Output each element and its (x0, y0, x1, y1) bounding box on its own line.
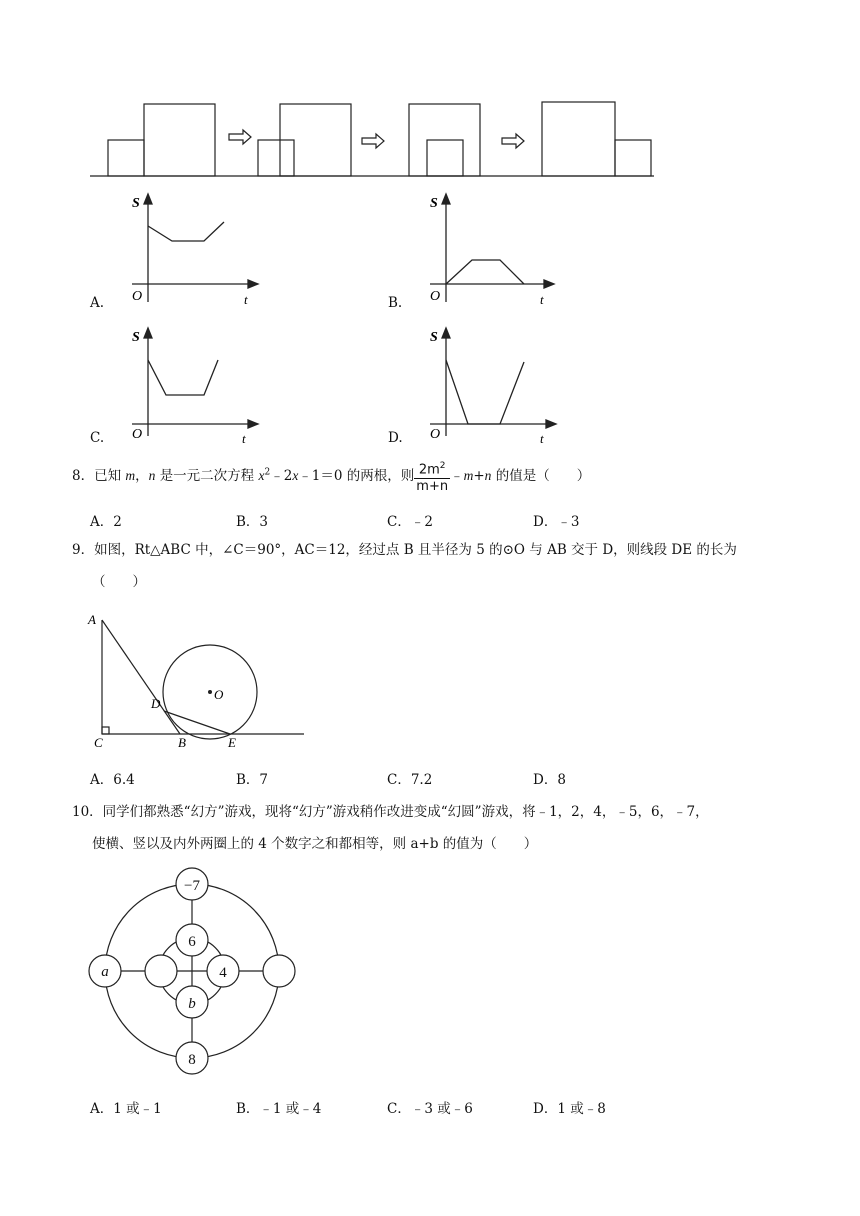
option-b[interactable]: B. (388, 295, 403, 311)
right-arrow-icon (229, 130, 251, 144)
graph-d (410, 322, 560, 444)
t-axis-label: t (540, 431, 544, 444)
value-a: a (101, 964, 109, 980)
value-b: b (188, 996, 196, 1012)
point-b-label: B (178, 735, 186, 750)
circle-inner-left (145, 955, 177, 987)
value-bottom: 8 (188, 1052, 196, 1068)
value-top: −7 (184, 878, 200, 894)
value-inner-right: 4 (219, 965, 227, 981)
point-d-label: D (151, 696, 161, 711)
q8-option-a[interactable]: A．2 (90, 514, 122, 530)
q10-option-c[interactable]: C．﹣3 或﹣6 (387, 1101, 473, 1117)
q9-option-c[interactable]: C．7.2 (387, 772, 433, 788)
center-point (208, 690, 212, 694)
origin-label: O (430, 427, 441, 442)
s-axis-label: S (132, 196, 140, 211)
q8-option-d[interactable]: D．﹣3 (533, 514, 580, 530)
t-axis-label: t (244, 292, 248, 307)
fraction: $\frac{2m^2}{m+n}$ (414, 458, 450, 495)
q9-triangle-circle-figure (84, 608, 314, 750)
graph-c (112, 322, 262, 444)
question-8: 8．已知 m，n 是一元二次方程 $x^2﹣2x﹣1=0$ 的两根，则 $\frac{2m^2}{m+n}$ ﹣m+n 的值是（ ） (72, 458, 590, 495)
q10-option-b[interactable]: B．﹣1 或﹣4 (236, 1101, 322, 1117)
q9-option-a[interactable]: A．6.4 (90, 772, 135, 788)
q8-option-b[interactable]: B．3 (236, 514, 269, 530)
question-9: 9．如图，Rt△ABC 中，∠C＝90°，AC＝12，经过点 B 且半径为 5 的⊙O 与 AB 交于 D，则线段 DE 的长为 (72, 542, 737, 558)
magic-circle-figure (86, 864, 306, 1084)
origin-label: O (430, 289, 441, 304)
right-arrow-icon (362, 134, 384, 148)
question-9-cont: （ ） (92, 574, 146, 590)
point-o-label: O (214, 687, 224, 702)
origin-label: O (132, 427, 143, 442)
q10-option-a[interactable]: A．1 或﹣1 (90, 1101, 162, 1117)
q8-option-c[interactable]: C．﹣2 (387, 514, 433, 530)
large-square (144, 104, 215, 176)
small-square (427, 140, 463, 176)
option-d[interactable]: D. (388, 430, 403, 446)
circle-right (263, 955, 295, 987)
t-axis-label: t (242, 431, 246, 444)
option-c[interactable]: C. (90, 430, 105, 446)
right-arrow-icon (502, 134, 524, 148)
origin-label: O (132, 289, 143, 304)
value-inner-top: 6 (188, 934, 196, 950)
graph-a (112, 188, 262, 310)
q9-option-b[interactable]: B．7 (236, 772, 269, 788)
q10-option-d[interactable]: D．1 或﹣8 (533, 1101, 606, 1117)
q7-motion-figure (88, 98, 658, 180)
s-axis-label: S (132, 330, 140, 345)
s-axis-label: S (430, 196, 438, 211)
small-square (108, 140, 144, 176)
small-square (258, 140, 294, 176)
option-a[interactable]: A. (90, 295, 105, 311)
question-10: 10．同学们都熟悉“幻方”游戏，现将“幻方”游戏稍作改进变成“幻圆”游戏，将﹣1，2，4，﹣5，6，﹣7， (72, 804, 709, 820)
q9-option-d[interactable]: D．8 (533, 772, 566, 788)
point-e-label: E (228, 735, 236, 750)
s-axis-label: S (430, 330, 438, 345)
graph-b (410, 188, 560, 310)
point-a-label: A (88, 612, 96, 627)
point-c-label: C (94, 735, 103, 750)
small-square (615, 140, 651, 176)
t-axis-label: t (540, 292, 544, 307)
question-10-cont: 使横、竖以及内外两圈上的 4 个数字之和都相等，则 a+b 的值为（ ） (92, 836, 538, 852)
large-square (542, 102, 615, 176)
